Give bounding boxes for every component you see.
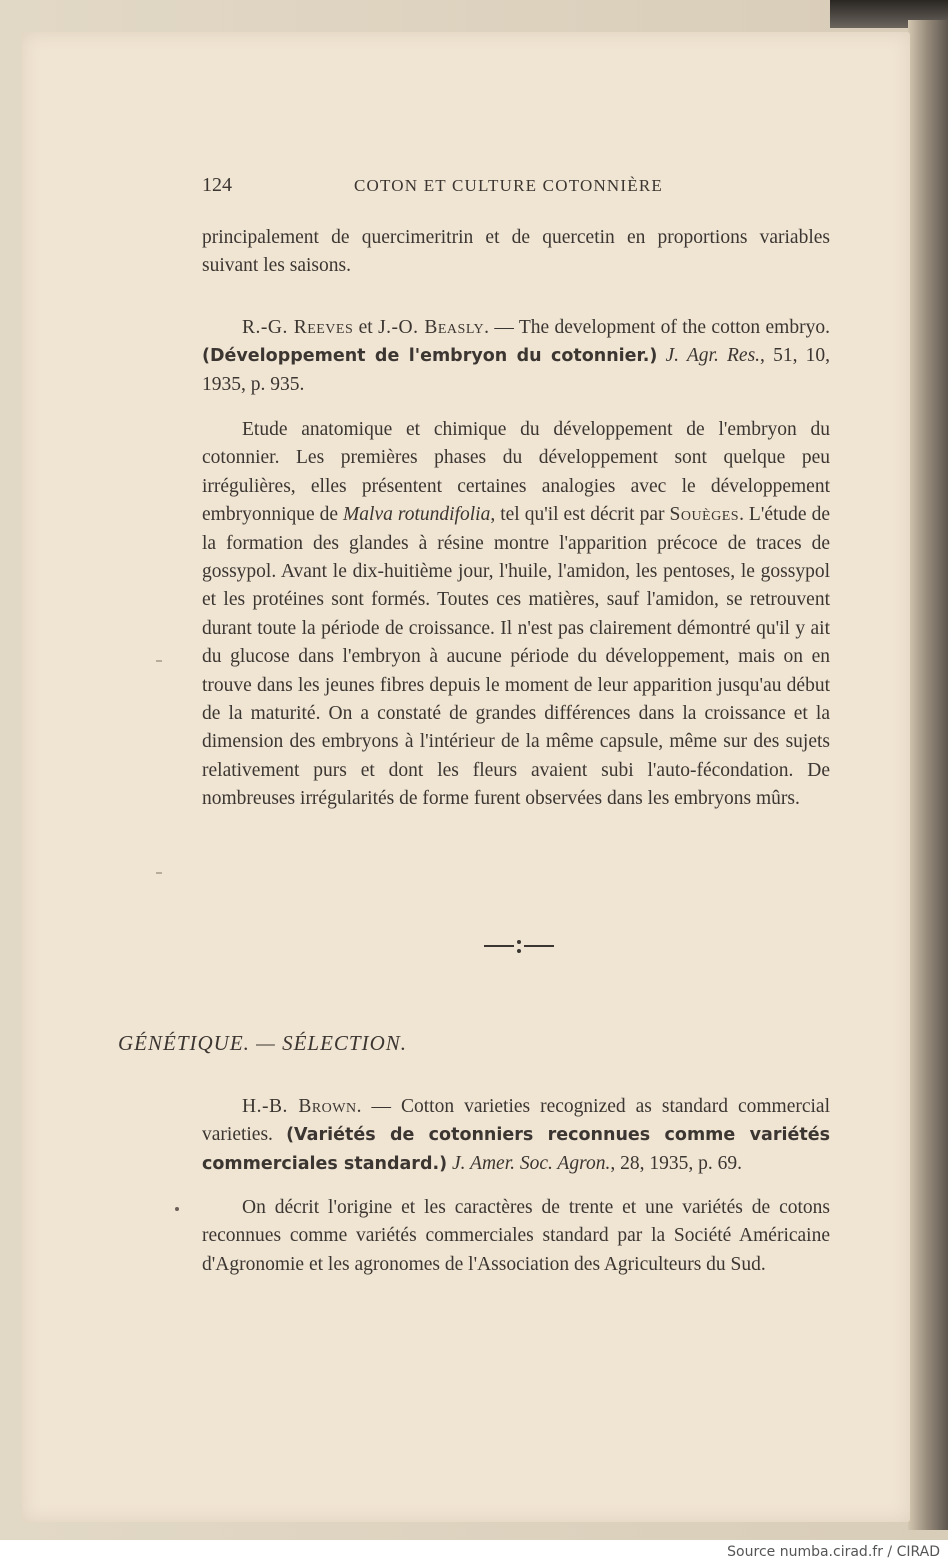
page-edge [908,20,948,1530]
separator-dot [517,940,521,944]
section-separator [484,940,554,954]
author-joiner: et [353,317,379,338]
abstract-embryo [202,416,830,814]
ref-citation: , 28, 1935, p. 69. [610,1152,742,1174]
author-brown: H.-B. Brown [242,1096,357,1117]
author-beasly: J.-O. Beasly [378,317,485,338]
reference-brown [202,1093,830,1178]
author-souegues: Souèges [669,504,740,526]
abstract-varieties: On décrit l'origine et les caractères de trente et une variétés de cotons reconnues comme variétés commerciales standard par la Société Américaine d'Agronomie et les agronomes de l'Association des Agriculteurs du Sud. [202,1197,830,1275]
ref-title-fr: (Développement de l'embryon du cotonnier.) [202,346,658,367]
source-credit: Source numba.cirad.fr / CIRAD [727,1544,940,1560]
page-number: 124 [202,174,232,196]
margin-mark [175,1207,179,1211]
ref-journal: J. Agr. Res. [665,345,761,367]
section-title: GÉNÉTIQUE. — SÉLECTION. [118,1031,408,1055]
separator-line-right [524,945,554,947]
ref-dash: . — [484,317,519,338]
separator-line-left [484,945,514,947]
page-header [202,174,830,202]
reference-reeves-beasly [202,314,830,399]
paragraph-continuation: principalement de quercimeritrin et de quercetin en proportions variables suivant les saisons. [202,227,830,277]
running-title: COTON ET CULTURE COTONNIÈRE [354,176,663,195]
ref-journal: J. Amer. Soc. Agron. [452,1152,611,1174]
margin-mark [156,660,162,662]
abstract-part: Etude anatomique et chimique du développement de l'embryon du cotonnier. Les premières phases du développement sont quelque peu irrégulières, elles présentent certaines analogies avec le développement embryonnique de [202,419,830,526]
margin-mark [156,872,162,874]
separator-dot [517,949,521,953]
ref-title-fr: (Variétés de cotonniers reconnues comme variétés commerciales standard.) [202,1125,830,1174]
abstract-part: , tel qu'il est décrit par [490,504,670,526]
ref-dash: . — [356,1096,401,1117]
ref-title-en: Cotton varieties recognized as standard commercial varieties. [202,1096,830,1146]
ref-citation: , 51, 10, 1935, p. 935. [202,345,830,395]
ref-title-en: The development of the cotton embryo. [518,317,830,338]
species-name: Malva rotundifolia [343,504,491,526]
abstract-part: . L'étude de la formation des glandes à résine montre l'apparition précoce de traces de gossypol. Avant le dix-huitième jour, l'huile, l'amidon, les pentoses, le gossypol et les protéines sont formés. Toutes ces matières, sauf l'amidon, se retrouvent durant toute la période de croissance. Il n'est pas clairement démontré qu'il y ait du glucose dans l'embryon à aucune période du développement, mais on en trouve dans les jeunes fibres depuis le moment de leur apparition jusqu'au début de la maturité. On a constaté de grandes différences dans la croissance et la dimension des embryons à l'intérieur de la même capsule, même sur des sujets relativement purs et dont les fleurs avaient subi l'auto-fécondation. De nombreuses irrégularités de forme furent observées dans les embryons mûrs. [202,504,830,810]
author-reeves: R.-G. Reeves [242,317,354,338]
